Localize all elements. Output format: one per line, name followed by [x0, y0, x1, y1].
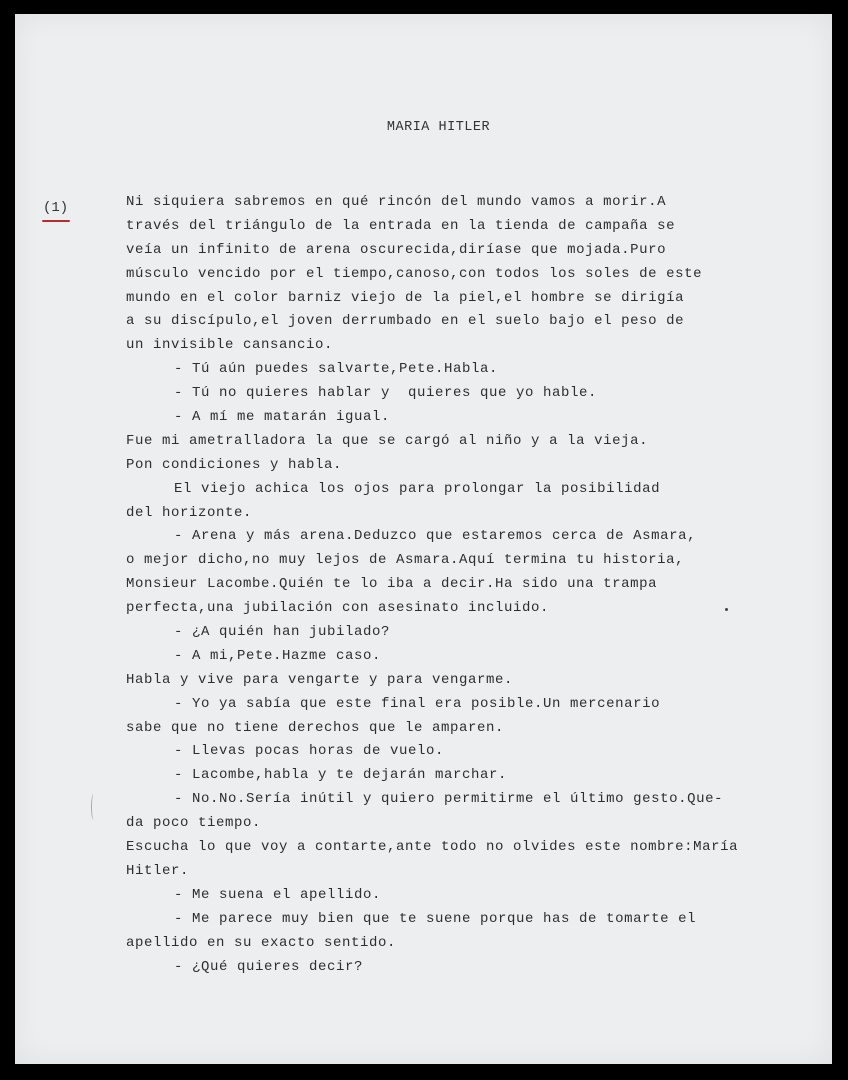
text-line: sabe que no tiene derechos que le amparen.	[126, 719, 505, 736]
text-line: veía un infinito de arena oscurecida,diríase que mojada.Puro	[126, 241, 667, 258]
text-line: Escucha lo que voy a contarte,ante todo no olvides este nombre:María	[126, 839, 739, 856]
text-line: - Llevas pocas horas de vuelo.	[174, 743, 445, 760]
text-line: - A mí me matarán igual.	[174, 409, 391, 426]
text-line: - No.No.Sería inútil y quiero permitirme el último gesto.Que-	[174, 791, 724, 808]
document-title: MARIA HITLER	[386, 120, 491, 135]
text-line: Habla y vive para vengarte y para vengarme.	[126, 671, 514, 688]
text-line: apellido en su exacto sentido.	[126, 934, 397, 951]
text-line: - Lacombe,habla y te dejarán marchar.	[174, 767, 508, 784]
page-number: (1)	[43, 200, 69, 216]
text-line: un invisible cansancio.	[126, 337, 334, 354]
document-body	[126, 191, 816, 979]
text-line: - A mi,Pete.Hazme caso.	[174, 647, 382, 664]
text-line: Hitler.	[126, 862, 190, 879]
text-line: - Me parece muy bien que te suene porque has de tomarte el	[174, 910, 697, 927]
text-line: - Tú aún puedes salvarte,Pete.Habla.	[174, 361, 499, 378]
text-line: da poco tiempo.	[126, 815, 262, 832]
margin-pencil-mark	[91, 794, 96, 820]
text-line: El viejo achica los ojos para prolongar la posibilidad	[174, 480, 661, 497]
text-line: a su discípulo,el joven derrumbado en el suelo bajo el peso de	[126, 313, 685, 330]
text-line: perfecta,una jubilación con asesinato incluido.	[126, 600, 550, 617]
text-line: - ¿A quién han jubilado?	[174, 624, 391, 641]
page-number-underline	[42, 220, 70, 222]
text-line: - Tú no quieres hablar y quieres que yo hable.	[174, 385, 598, 402]
text-line: Fue mi ametralladora la que se cargó al niño y a la vieja.	[126, 432, 649, 449]
typewritten-page	[15, 14, 832, 1064]
text-line: Ni siquiera sabremos en qué rincón del mundo vamos a morir.A	[126, 194, 667, 210]
text-line: - Me suena el apellido.	[174, 886, 382, 903]
text-line: mundo en el color barniz viejo de la piel,el hombre se dirigía	[126, 289, 685, 306]
text-line: Pon condiciones y habla.	[126, 456, 343, 473]
text-line: Monsieur Lacombe.Quién te lo iba a decir.Ha sido una trampa	[126, 576, 658, 593]
text-line: través del triángulo de la entrada en la tienda de campaña se	[126, 217, 676, 234]
text-line: del horizonte.	[126, 504, 253, 521]
text-line: - Arena y más arena.Deduzco que estaremos cerca de Asmara,	[174, 528, 697, 545]
text-line: músculo vencido por el tiempo,canoso,con todos los soles de este	[126, 265, 703, 282]
text-line: - Yo ya sabía que este final era posible.Un mercenario	[174, 695, 661, 712]
text-line: - ¿Qué quieres decir?	[174, 958, 364, 975]
text-line: o mejor dicho,no muy lejos de Asmara.Aquí termina tu historia,	[126, 552, 685, 569]
